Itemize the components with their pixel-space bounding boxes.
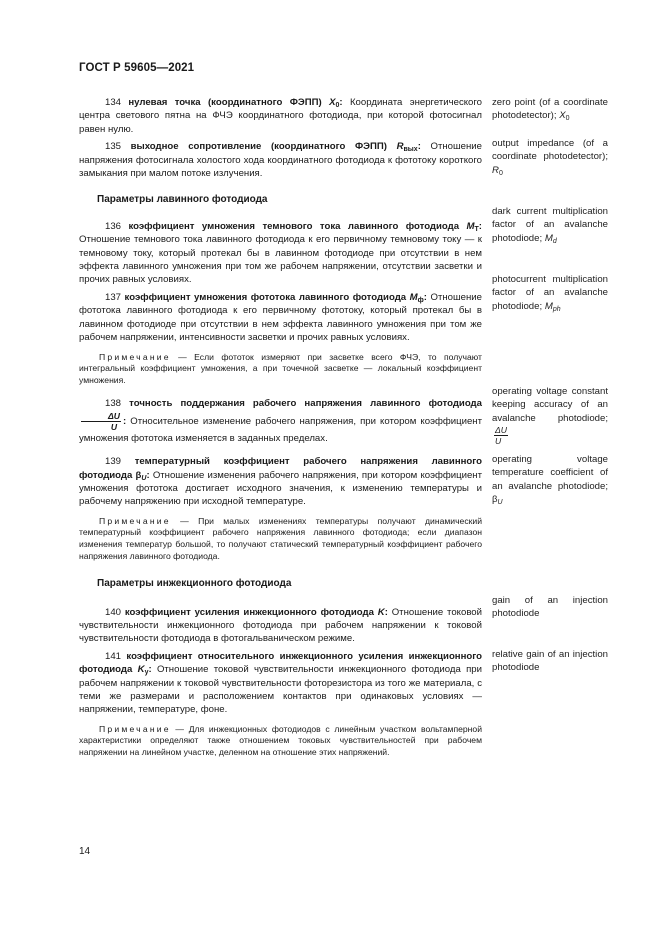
term-135: 135 выходное сопротивление (координатного ФЭПП) $R_{вых}$: Отношение напряжения фотосигнала холостого хода координатного фотодиода к фототоку короткого замыкания при малом потоке излучения. bbox=[79, 141, 482, 180]
term-definition: Отношение темнового тока лавинного фотодиода к его первичному темновому току — к темновому току, который протекал бы в лавинном фотодиоде при отсутствии в нем эффекта лавинного умножения при том же рабочем напряжении, отсутствии засветки и прочих равных условиях. bbox=[79, 234, 482, 286]
note-label: Примечание bbox=[99, 723, 171, 734]
english-equivalents-column bbox=[492, 0, 608, 935]
note-label: Примечание bbox=[99, 515, 171, 526]
english-term-138: operating voltage constant keeping accuracy of an avalanche photodiode; $\frac{\Delta U}{U}$ bbox=[492, 386, 608, 447]
term-136: 136 коэффициент умножения темнового тока лавинного фотодиода $M_T$: Отношение темнового тока лавинного фотодиода к его первичному темновому току — к темновому току, который протекал бы в лавинном фотодиоде при отсутствии в нем эффекта лавинного умножения при том же рабочем напряжении, отсутствии засветки и прочих равных условиях. bbox=[79, 220, 482, 286]
page-number: 14 bbox=[79, 846, 91, 857]
term-number: 140 bbox=[105, 606, 122, 618]
term-140: 140 коэффициент усиления инжекционного фотодиода K: Отношение токовой чувствительности инжекционного фотодиода при рабочем напряжении к токовой чувствительности фотодиода в фотогальваническом режиме. bbox=[79, 606, 482, 645]
term-number: 139 bbox=[105, 456, 122, 468]
term-symbol: M bbox=[409, 291, 418, 303]
note-137 bbox=[79, 352, 482, 387]
english-term-139: operating voltage temperature coefficient of an avalanche photodiode; $\beta_U$ bbox=[492, 454, 608, 507]
term-symbol: M bbox=[466, 220, 475, 232]
note-141 bbox=[79, 724, 482, 759]
term-definition: Координата энергетического центра светового пятна на ФЧЭ координатного фотодиода, при которой фотосигнал равен нулю. bbox=[79, 97, 483, 135]
term-number: 141 bbox=[105, 650, 122, 662]
term-number: 134 bbox=[105, 97, 122, 108]
note-text: — Если фототок измеряют при засветке всего ФЧЭ, то получают интегральный коэффициент умножения, а при точечной засветке — локальный коэффициент умножения. bbox=[79, 351, 482, 385]
document-header: ГОСТ Р 59605—2021 bbox=[79, 62, 195, 74]
term-134: 134 нулевая точка (координатного ФЭПП) $X_0$: Координата энергетического центра светового пятна на ФЧЭ координатного фотодиода, при которой фотосигнал равен нулю. bbox=[79, 97, 483, 135]
term-title: коэффициент усиления инжекционного фотодиода bbox=[124, 606, 374, 618]
term-title: коэффициент умножения темнового тока лавинного фотодиода bbox=[128, 220, 460, 232]
term-definition: Отношение напряжения фотосигнала холостого хода координатного фотодиода к фототоку короткого замыкания при малом потоке излучения. bbox=[79, 141, 482, 180]
symbol-fraction: $\frac{\Delta U}{U}$ bbox=[81, 411, 121, 432]
symbol-fraction: $\frac{\Delta U}{U}$ bbox=[495, 425, 507, 447]
english-term-135: output impedance (of a coordinate photodetector); $R_0$ bbox=[492, 138, 608, 177]
russian-text-column bbox=[79, 96, 482, 768]
term-definition: Отношение токовой чувствительности инжекционного фотодиода при рабочем напряжении к токовой чувствительности фотодиода в фотогальваническом режиме. bbox=[79, 606, 482, 645]
term-definition: Отношение фототока лавинного фотодиода к его первичному фототоку, который протекал бы в лавинном фотодиоде при отсутствии в нем эффекта лавинного умножения при том же рабочем напряжении, интенсивности засветки и прочих равных условиях. bbox=[79, 291, 482, 344]
term-symbol: K bbox=[137, 664, 145, 676]
term-symbol: R bbox=[396, 141, 404, 153]
english-term-134: zero point (of a coordinate photodetector); $X_0$ bbox=[492, 97, 608, 123]
term-definition: Отношение изменения рабочего напряжения, при котором коэффициент умножения фототока достигает исходного значения, к изменению температуры и рабочему напряжению при исходной температуре. bbox=[79, 469, 483, 508]
english-term-141: relative gain of an injection photodiode bbox=[492, 649, 608, 674]
term-139: 139 температурный коэффициент рабочего напряжения лавинного фотодиода $\beta_U$: Отношение изменения рабочего напряжения, при котором коэффициент умножения фототока достигает исходного значения, к изменению температуры и рабочему напряжению при исходной температуре. bbox=[79, 456, 483, 508]
term-title: нулевая точка (координатного ФЭПП) bbox=[128, 97, 322, 108]
term-title: выходное сопротивление (координатного ФЭПП) bbox=[130, 141, 387, 153]
term-title: коэффициент относительного инжекционного усиления инжекционного фотодиода bbox=[79, 650, 482, 676]
note-139 bbox=[79, 516, 482, 562]
term-title: температурный коэффициент рабочего напряжения лавинного фотодиода bbox=[79, 456, 482, 481]
term-symbol: K bbox=[377, 606, 385, 618]
term-symbol: X bbox=[329, 97, 336, 108]
english-term-140: gain of an injection photodiode bbox=[492, 595, 608, 620]
note-text: — При малых изменениях температуры получают динамический температурный коэффициент рабочего напряжения лавинного фотодиода; если диапазон изменения температур большой, то получают статический температурный коэффициент рабочего напряжения лавинного фотодиода. bbox=[79, 515, 482, 561]
term-symbol: β bbox=[135, 469, 142, 481]
english-term-137: photocurrent multiplication factor of an avalanche photodiode; $M_{ph}$ bbox=[492, 274, 608, 313]
section-heading-avalanche: Параметры лавинного фотодиода bbox=[97, 194, 268, 206]
term-number: 136 bbox=[105, 220, 122, 232]
term-title: точность поддержания рабочего напряжения лавинного фотодиода bbox=[129, 398, 482, 410]
term-138: 138 точность поддержания рабочего напряжения лавинного фотодиода $\frac{\Delta U}{U}$ : Относительное изменение рабочего напряжения, при котором коэффициент умножения фототока изменяется в заданных пределах. bbox=[79, 398, 482, 444]
term-137: 137 коэффициент умножения фототока лавинного фотодиода $M_ф$: Отношение фототока лавинного фотодиода к его первичному фототоку, который протекал бы в лавинном фотодиоде при отсутствии в нем эффекта лавинного умножения при том же рабочем напряжении, интенсивности засветки и прочих равных условиях. bbox=[79, 291, 482, 344]
term-141: 141 коэффициент относительного инжекционного усиления инжекционного фотодиода $K_y$: Отношение токовой чувствительности инжекционного фотодиода при рабочем напряжении к токовой чувствительности фоторезистора из того же материала, с теми же размерами и расположением контактов при одинаковых условиях — напряжении, температуре, фоне. bbox=[79, 650, 482, 716]
term-number: 135 bbox=[105, 141, 122, 153]
term-number: 137 bbox=[105, 291, 122, 303]
term-definition: Отношение токовой чувствительности инжекционного фотодиода при рабочем напряжении к токовой чувствительности фоторезистора из того же материала, с теми же размерами и расположением контактов при одинаковых условиях — напряжении, температуре, фоне. bbox=[79, 664, 482, 716]
term-title: коэффициент умножения фототока лавинного фотодиода bbox=[124, 291, 407, 303]
term-definition: Относительное изменение рабочего напряжения, при котором коэффициент умножения фототока изменяется в заданных пределах. bbox=[79, 415, 482, 444]
note-label: Примечание bbox=[99, 351, 171, 362]
note-text: — Для инжекционных фотодиодов с линейным участком вольтамперной характеристики определяют также отношением токовых чувствительностей при рабочем напряжении на линейном участке, деленном на отношение этих напряжений. bbox=[79, 723, 482, 757]
section-heading-injection: Параметры инжекционного фотодиода bbox=[97, 578, 292, 590]
term-number: 138 bbox=[105, 398, 122, 410]
english-term-136: dark current multiplication factor of an avalanche photodiode; $M_d$ bbox=[492, 206, 608, 245]
